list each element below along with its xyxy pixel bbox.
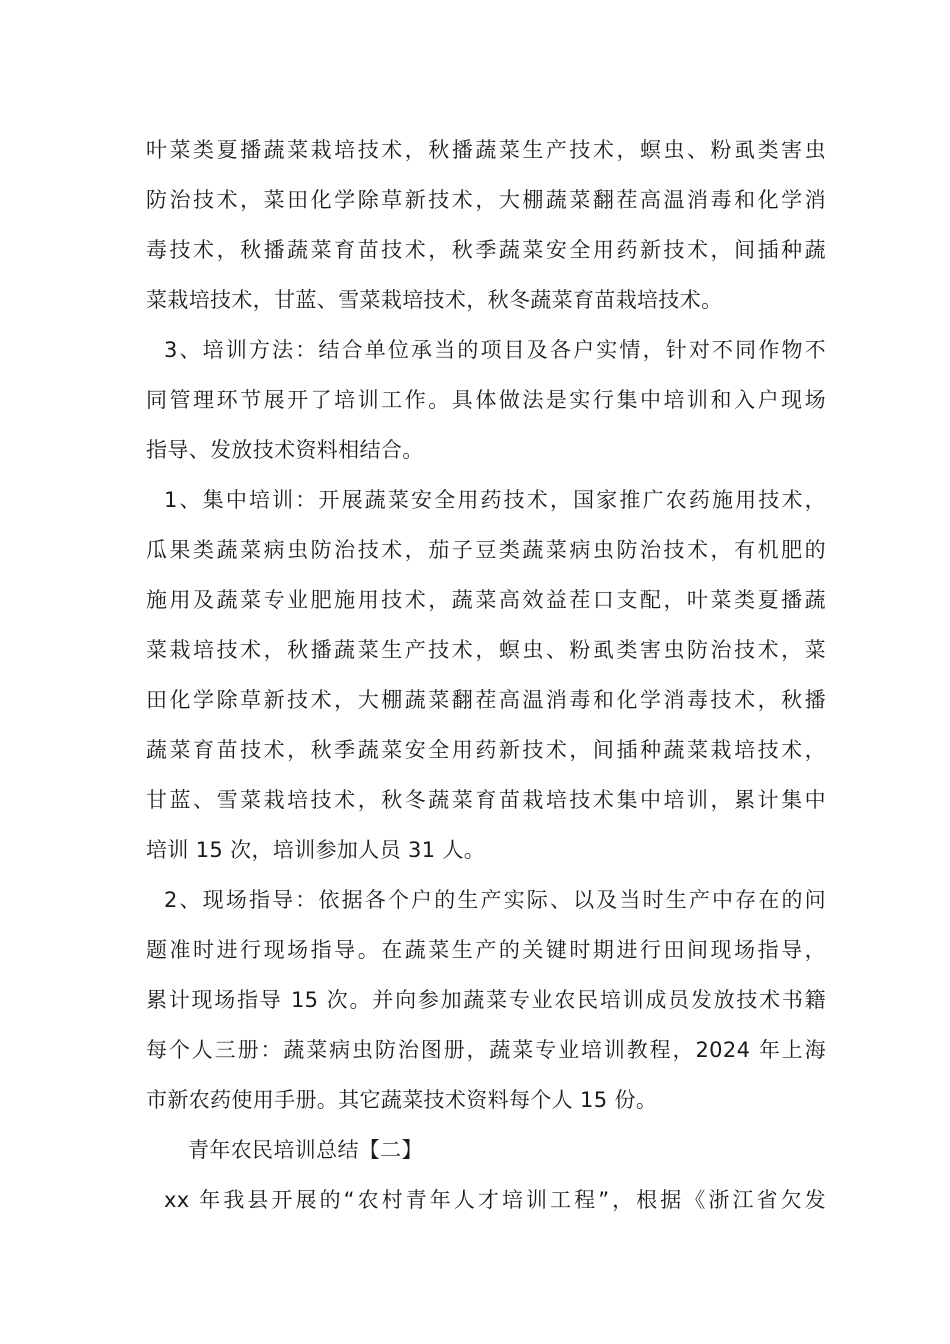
text-line: 施用及蔬菜专业肥施用技术，蔬菜高效益茬口支配，叶菜类夏播蔬 (146, 588, 826, 612)
section-heading: 青年农民培训总结【二】 (188, 1138, 423, 1162)
text-line: 市新农药使用手册。其它蔬菜技术资料每个人 15 份。 (146, 1088, 658, 1112)
text-line: 瓜果类蔬菜病虫防治技术，茄子豆类蔬菜病虫防治技术，有机肥的 (146, 538, 826, 562)
text-line: 同管理环节展开了培训工作。具体做法是实行集中培训和入户现场 (146, 388, 826, 412)
text-line: 累计现场指导 15 次。并向参加蔬菜专业农民培训成员发放技术书籍 (146, 988, 826, 1012)
text-line: 1、集中培训：开展蔬菜安全用药技术，国家推广农药施用技术， (164, 488, 826, 512)
text-line: 菜栽培技术，秋播蔬菜生产技术，螟虫、粉虱类害虫防治技术，菜 (146, 638, 826, 662)
text-line: 蔬菜育苗技术，秋季蔬菜安全用药新技术，间插种蔬菜栽培技术， (146, 738, 826, 762)
text-line: 防治技术，菜田化学除草新技术，大棚蔬菜翻茬高温消毒和化学消 (146, 188, 826, 212)
text-line: 毒技术，秋播蔬菜育苗技术，秋季蔬菜安全用药新技术，间插种蔬 (146, 238, 826, 262)
text-line: 田化学除草新技术，大棚蔬菜翻茬高温消毒和化学消毒技术，秋播 (146, 688, 826, 712)
text-line: 3、培训方法：结合单位承当的项目及各户实情，针对不同作物不 (164, 338, 826, 362)
text-line: xx 年我县开展的“农村青年人才培训工程”，根据《浙江省欠发 (164, 1188, 826, 1212)
text-line: 题准时进行现场指导。在蔬菜生产的关键时期进行田间现场指导， (146, 938, 826, 962)
text-line: 培训 15 次，培训参加人员 31 人。 (146, 838, 486, 862)
text-line: 指导、发放技术资料相结合。 (146, 438, 424, 462)
text-line: 菜栽培技术，甘蓝、雪菜栽培技术，秋冬蔬菜育苗栽培技术。 (146, 288, 723, 312)
text-line: 叶菜类夏播蔬菜栽培技术，秋播蔬菜生产技术，螟虫、粉虱类害虫 (146, 138, 826, 162)
text-line: 每个人三册：蔬菜病虫防治图册，蔬菜专业培训教程，2024 年上海 (146, 1038, 826, 1062)
text-line: 2、现场指导：依据各个户的生产实际、以及当时生产中存在的问 (164, 888, 826, 912)
text-line: 甘蓝、雪菜栽培技术，秋冬蔬菜育苗栽培技术集中培训，累计集中 (146, 788, 826, 812)
